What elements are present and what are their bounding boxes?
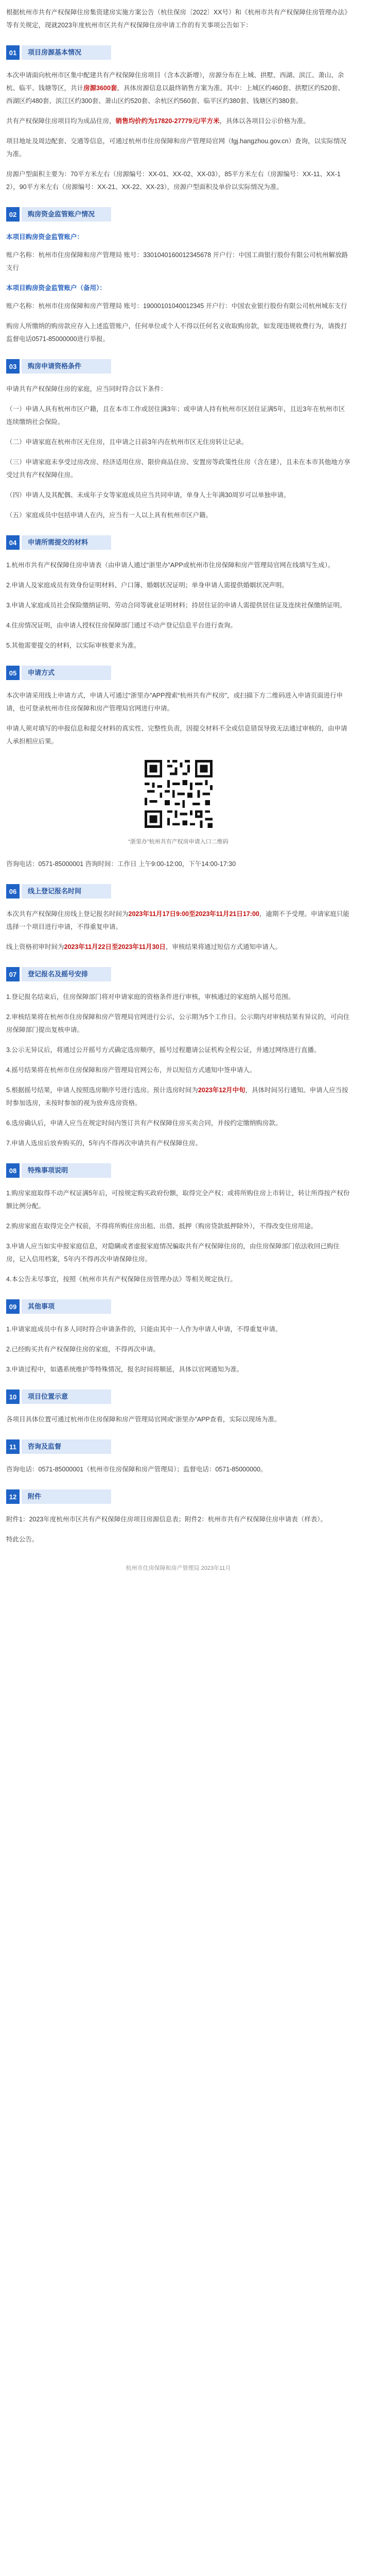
footer-signature: 杭州市住房保障和房产管理局 2023年11月: [126, 1565, 231, 1571]
section-header-7: [6, 967, 350, 981]
paragraph: 2.购房家庭在取得完全产权前，不得将所购住房出租、出借、抵押（购房贷款抵押除外），不得改变住房用途。: [6, 1223, 318, 1230]
paragraph: （三）申请家庭未享受过房改房、经济适用住房、限价商品住房、安置房等政策性住房（含在建），且未在本市其他地方享受过共有产权保障住房。: [6, 459, 350, 479]
paragraph: 1.杭州市共有产权保障住房申请表（由申请人通过“浙里办”APP或杭州市住房保障和房产管理局官网在线填写生成）。: [6, 562, 335, 569]
paragraph: 账户名称：杭州市住房保障和房产管理局 账号：19000101040012345 开户行：中国农业银行股份有限公司杭州城东支行: [6, 302, 347, 310]
section-title: 特殊事项说明: [22, 1163, 111, 1178]
section-header-5: [6, 666, 350, 680]
intro-paragraph: 根据杭州市共有产权保障住房集资建房实施方案公告（杭住保房〔2022〕XX号）和《杭州市共有产权保障住房管理办法》等有关规定，现就2023年度杭州市区共有产权保障住房申请工作的有关事项公告如下：: [6, 9, 348, 29]
paragraph: 账户名称：杭州市住房保障和房产管理局 账号：3301040160012345678 开户行：中国工商银行股份有限公司杭州解放路支行: [6, 251, 348, 272]
paragraph: 5.其他需要提交的材料，以实际审核要求为准。: [6, 642, 140, 649]
paragraph: 项目地址及周边配套、交通等信息，可通过杭州市住房保障和房产管理局官网（fgj.hangzhou.gov.cn）查询，以实际情况为准。: [6, 138, 346, 158]
section-number: 06: [6, 884, 20, 899]
section-number: 12: [6, 1489, 20, 1504]
section-number: 11: [6, 1439, 20, 1454]
paragraph: 特此公告。: [6, 1536, 39, 1543]
paragraph: 本次申请面向杭州市区集中配建共有产权保障住房项目（含本次新增），房源分布在上城、拱墅、西湖、滨江、萧山、余杭、临平、钱塘等区，共计房源3600套，具体房源信息以最终销售方案为准。其中：上城区约460套、拱墅区约520套、西湖区约480套、滨江区约300套、萧山区约520套、余杭区约560套、临平区约380套、钱塘区约380套。: [6, 72, 345, 105]
paragraph: 申请共有产权保障住房的家庭，应当同时符合以下条件：: [6, 385, 167, 393]
section-title: 申请方式: [22, 666, 111, 680]
section-title: 附件: [22, 1489, 111, 1504]
paragraph: 4.住房情况证明，由申请人授权住房保障部门通过不动产登记信息平台进行查询。: [6, 622, 237, 629]
paragraph: 1.登记报名结束后，住房保障部门将对申请家庭的资格条件进行审核，审核通过的家庭纳入摇号范围。: [6, 993, 295, 1001]
subheading: 本项目购房资金监管账户：: [6, 233, 84, 241]
section-header-2: [6, 207, 350, 222]
highlight-text: 2023年11月22日至2023年11月30日: [64, 943, 166, 951]
paragraph: （四）申请人及其配偶、未成年子女等家庭成员应当共同申请，单身人士年满30周岁可以单独申请。: [6, 492, 290, 499]
section-title: 项目房源基本情况: [22, 45, 111, 60]
section-title: 购房申请资格条件: [22, 359, 111, 374]
section-title: 咨询及监督: [22, 1439, 111, 1454]
paragraph: 7.申请人选房后放弃购买的，5年内不得再次申请共有产权保障住房。: [6, 1140, 202, 1147]
section-number: 04: [6, 535, 20, 550]
paragraph: 房源户型面积主要为：70平方米左右（房源编号：XX-01、XX-02、XX-03），85平方米左右（房源编号：XX-11、XX-12），90平方米左右（房源编号：XX-21、XX-22、XX-23），房源户型面积及单价以实际情况为准。: [6, 171, 341, 191]
section-number: 08: [6, 1163, 20, 1178]
subheading: 本项目购房资金监管账户（备用）：: [6, 284, 106, 292]
paragraph: 4.本公告未尽事宜，按照《杭州市共有产权保障住房管理办法》等相关规定执行。: [6, 1276, 237, 1283]
paragraph: 共有产权保障住房项目均为成品住房，销售均价约为17820-27779元/平方米，具体以各项目公示价格为准。: [6, 117, 310, 125]
paragraph: 咨询电话：0571-85000001（杭州市住房保障和房产管理局）；监督电话：0571-85000000。: [6, 1466, 267, 1473]
section-title: 项目位置示意: [22, 1389, 111, 1404]
section-header-11: [6, 1439, 350, 1454]
paragraph: 4.摇号结果将在杭州市住房保障和房产管理局官网公布，并以短信方式通知中签申请人。: [6, 1066, 256, 1074]
section-header-1: [6, 45, 350, 60]
paragraph: 1.购房家庭取得不动产权证满5年后，可按规定购买政府份额，取得完全产权；或将所购住房上市转让，转让所得按产权份额比例分配。: [6, 1190, 350, 1210]
paragraph: 附件1：2023年度杭州市区共有产权保障住房项目房源信息表；附件2：杭州市共有产权保障住房申请表（样表）。: [6, 1516, 327, 1523]
paragraph: 咨询电话：0571-85000001 咨询时间：工作日 上午9:00-12:00，下午14:00-17:30: [6, 860, 236, 868]
section-header-3: [6, 359, 350, 374]
paragraph: 购房人所缴纳的购房款应存入上述监管账户，任何单位或个人不得以任何名义收取购房款，如发现违规收费行为，请拨打监督电话0571-85000000进行举报。: [6, 323, 347, 343]
paragraph: 2.已经购买共有产权保障住房的家庭，不得再次申请。: [6, 1346, 160, 1353]
highlight-text: 销售均价约为17820-27779元/平方米: [115, 117, 220, 125]
paragraph: 3.申请过程中，如遇系统维护等特殊情况，报名时间将顺延，具体以官网通知为准。: [6, 1366, 243, 1373]
qr-caption: “浙里办”杭州共有产权房申请入口二维码: [128, 839, 229, 845]
section-number: 03: [6, 359, 20, 374]
section-number: 01: [6, 45, 20, 60]
qr-code-icon[interactable]: [142, 757, 215, 831]
paragraph: 2.申请人及家庭成员有效身份证明材料、户口簿、婚姻状况证明；单身申请人需提供婚姻状况声明。: [6, 582, 288, 589]
paragraph: 5.根据摇号结果，申请人按照选房顺序号进行选房。预计选房时间为2023年12月中旬，具体时间另行通知。申请人应当按时参加选房，未按时参加的视为放弃选房资格。: [6, 1087, 348, 1107]
paragraph: 1.申请家庭成员中有多人同时符合申请条件的，只能由其中一人作为申请人申请，不得重复申请。: [6, 1326, 282, 1333]
section-header-12: [6, 1489, 350, 1504]
paragraph: 本次共有产权保障住房线上登记报名时间为2023年11月17日9:00至2023年11月21日17:00，逾期不予受理。申请家庭只能选择一个项目进行申请，不得重复申请。: [6, 910, 349, 930]
section-number: 07: [6, 967, 20, 981]
paragraph: （一）申请人具有杭州市区户籍，且在本市工作或居住满3年；或申请人持有杭州市区居住证满5年，且近3年在杭州市区连续缴纳社会保险。: [6, 405, 345, 426]
section-title: 线上登记报名时间: [22, 884, 111, 899]
paragraph: （五）家庭成员中包括申请人在内，应当有一人以上具有杭州市区户籍。: [6, 512, 213, 519]
section-header-4: [6, 535, 350, 550]
section-title: 登记报名及摇号安排: [22, 967, 111, 981]
paragraph: 本次申请采用线上申请方式，申请人可通过“浙里办”APP搜索“杭州共有产权房”，或扫描下方二维码进入申请页面进行申请，也可登录杭州市住房保障和房产管理局官网进行申请。: [6, 692, 343, 712]
section-header-9: [6, 1299, 350, 1314]
paragraph: 申请人须对填写的申报信息和提交材料的真实性、完整性负责，因提交材料不全或信息错误导致无法通过审核的，由申请人承担相应后果。: [6, 725, 347, 745]
paragraph: （二）申请家庭在杭州市区无住房，且申请之日前3年内在杭州市区无住房转让记录。: [6, 438, 248, 446]
section-title: 其他事项: [22, 1299, 111, 1314]
highlight-text: 2023年12月中旬: [198, 1087, 245, 1094]
section-number: 09: [6, 1299, 20, 1314]
section-title: 申请所需提交的材料: [22, 535, 111, 550]
highlight-text: 房源3600套: [83, 84, 117, 92]
paragraph: 各项目具体位置可通过杭州市住房保障和房产管理局官网或“浙里办”APP查看，实际以现场为准。: [6, 1416, 281, 1423]
qr-code-container: [6, 757, 350, 833]
paragraph: 3.申请人应当如实申报家庭信息，对隐瞒或者虚报家庭情况骗取共有产权保障住房的，由住房保障部门依法收回已购住房，记入信用档案，5年内不得再次申请保障住房。: [6, 1243, 340, 1263]
paragraph: 3.申请人家庭成员社会保险缴纳证明、劳动合同等就业证明材料；持居住证的申请人需提供居住证及连续社保缴纳证明。: [6, 602, 346, 609]
section-title: 购房资金监管账户情况: [22, 207, 111, 222]
paragraph: 线上资格初审时间为2023年11月22日至2023年11月30日，审核结果将通过短信方式通知申请人。: [6, 943, 282, 951]
paragraph: 6.选房确认后，申请人应当在规定时间内签订共有产权保障住房买卖合同，并按约定缴纳购房款。: [6, 1120, 282, 1127]
paragraph: 2.审核结果将在杭州市住房保障和房产管理局官网进行公示，公示期为5个工作日。公示期内对审核结果有异议的，可向住房保障部门提出复核申请。: [6, 1013, 350, 1033]
section-number: 10: [6, 1389, 20, 1404]
section-header-6: [6, 884, 350, 899]
section-header-10: [6, 1389, 350, 1404]
section-number: 05: [6, 666, 20, 680]
paragraph: 3.公示无异议后，将通过公开摇号方式确定选房顺序，摇号过程邀请公证机构全程公证，并通过网络进行直播。: [6, 1046, 321, 1054]
section-number: 02: [6, 207, 20, 222]
section-header-8: [6, 1163, 350, 1178]
highlight-text: 2023年11月17日9:00至2023年11月21日17:00: [128, 910, 259, 918]
